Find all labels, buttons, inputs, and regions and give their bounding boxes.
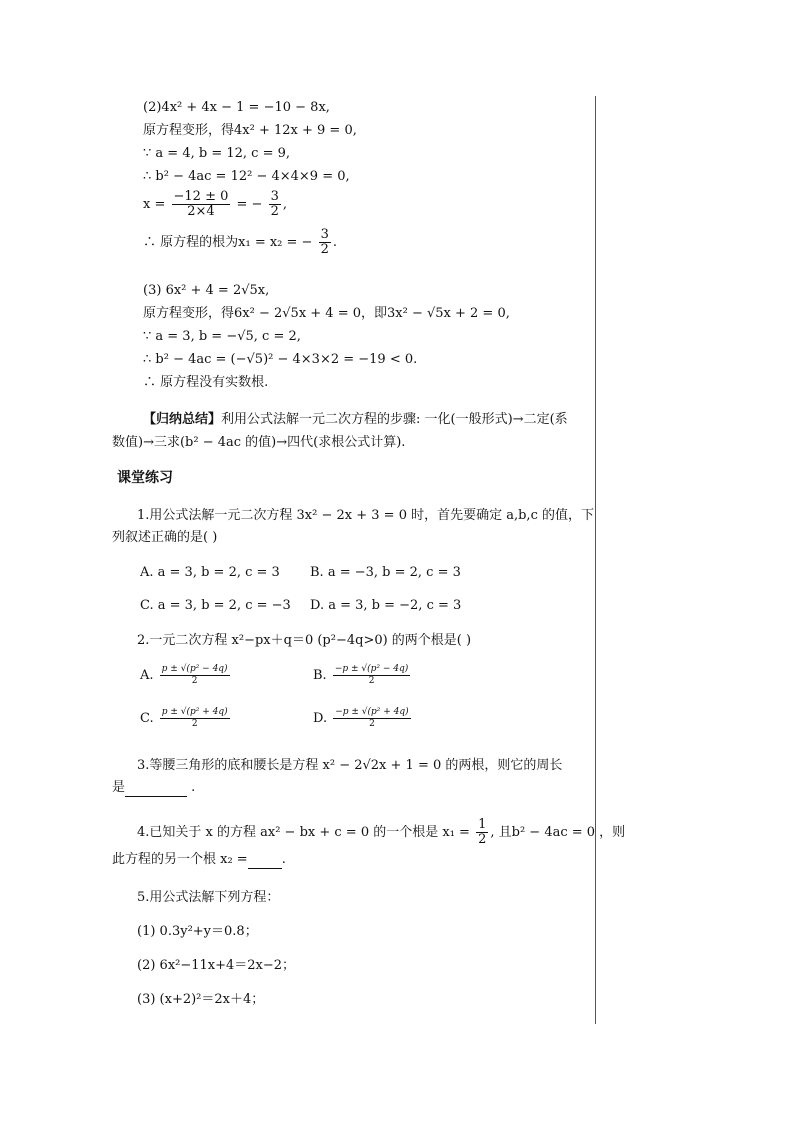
solution3-discriminant: ∴ b² − 4ac = (−√5)² − 4×3×2 = −19 < 0.: [143, 352, 418, 367]
solution2-equation: (2)4x² + 4x − 1 = −10 − 8x,: [143, 100, 330, 115]
question1-line2: 列叙述正确的是( ): [112, 530, 218, 545]
question5-part1: (1) 0.3y²+y＝0.8；: [137, 924, 258, 939]
question1-option-d: D. a = 3, b = −2, c = 3: [310, 598, 462, 613]
table-border-line: [595, 96, 596, 1024]
solution3-equation: (3) 6x² + 4 = 2√5x,: [143, 283, 270, 298]
summary-line1: 【归纳总结】利用公式法解一元二次方程的步骤: 一化(一般形式)→二定(系: [143, 412, 568, 427]
answer-blank[interactable]: [125, 780, 187, 797]
question2-option-d: D. $\frac{\text{−p ± √(p² + 4q)}}{2}$: [313, 707, 409, 729]
section-title: 课堂练习: [117, 470, 173, 486]
question5-title: 5.用公式法解下列方程：: [137, 890, 280, 905]
question1-option-c: C. a = 3, b = 2, c = −3: [140, 598, 291, 613]
solution2-root-formula: x = $\frac{-12 \pm 0}{2\times 4}$ = − $\frac{3}{2}$ ,: [143, 189, 287, 219]
question2-line: 2.一元二次方程 x²−px＋q＝0 (p²−4q>0) 的两个根是( ): [137, 633, 472, 648]
solution2-transform: 原方程变形，得4x² + 12x + 9 = 0,: [143, 123, 357, 138]
question2-option-b: B. $\frac{\text{−p ± √(p² − 4q)}}{2}$: [313, 664, 409, 686]
question2-option-c: C. $\frac{\text{p ± √(p² + 4q)}}{2}$: [140, 707, 228, 729]
summary-line2: 数值)→三求(b² − 4ac 的值)→四代(求根公式计算).: [112, 435, 406, 450]
question5-part2: (2) 6x²−11x+4＝2x−2；: [137, 958, 296, 973]
solution2-coefficients: ∵ a = 4, b = 12, c = 9,: [143, 146, 290, 161]
question1-line1: 1.用公式法解一元二次方程 3x² − 2x + 3 = 0 时，首先要确定 a,b,c 的值，下: [137, 508, 594, 523]
question3-line1: 3.等腰三角形的底和腰长是方程 x² − 2√2x + 1 = 0 的两根，则它的周长: [137, 758, 563, 773]
solution3-transform: 原方程变形，得6x² − 2√5x + 4 = 0，即3x² − √5x + 2 = 0,: [143, 306, 510, 321]
solution3-conclusion: ∴ 原方程没有实数根.: [143, 375, 269, 390]
solution3-coefficients: ∵ a = 3, b = −√5, c = 2,: [143, 329, 301, 344]
question2-option-a: A. $\frac{\text{p ± √(p² − 4q)}}{2}$: [140, 664, 228, 686]
question1-option-b: B. a = −3, b = 2, c = 3: [310, 565, 461, 580]
answer-blank[interactable]: [248, 852, 282, 869]
solution2-root: ∴ 原方程的根为x₁ = x₂ = − $\frac{3}{2}$ .: [143, 227, 337, 257]
question4-line1: 4.已知关于 x 的方程 ax² − bx + c = 0 的一个根是 x₁ = $\frac{1}{2}$ , 且b² − 4ac = 0 ，则: [137, 817, 626, 847]
question4-line2: 此方程的另一个根 x₂ = .: [112, 852, 286, 867]
solution2-discriminant: ∴ b² − 4ac = 12² − 4×4×9 = 0,: [143, 169, 350, 184]
question1-option-a: A. a = 3, b = 2, c = 3: [140, 565, 280, 580]
question3-line2: 是 .: [112, 780, 196, 795]
question5-part3: (3) (x+2)²＝2x＋4；: [137, 992, 265, 1007]
